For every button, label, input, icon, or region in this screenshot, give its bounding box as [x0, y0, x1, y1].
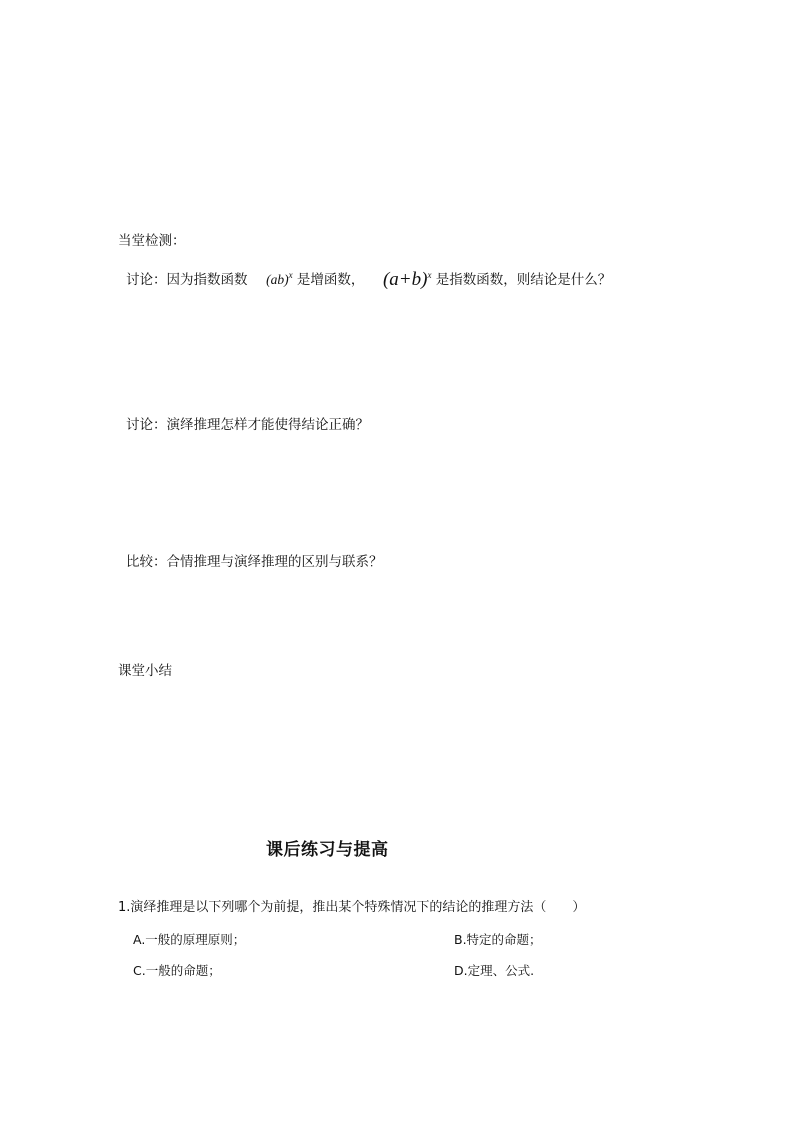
section-title-summary: 课堂小结	[118, 663, 172, 679]
option-d: D.定理、公式.	[454, 963, 535, 978]
discussion-1-suffix: 是指数函数，则结论是什么？	[435, 272, 612, 288]
option-b: B.特定的命题；	[454, 932, 542, 947]
formula-ab: (ab)	[266, 272, 289, 287]
discussion-question-1	[126, 270, 611, 289]
option-c: C.一般的命题；	[133, 963, 221, 978]
formula-ab-exponent: x	[288, 270, 293, 280]
comparison-question: 比较：合情推理与演绎推理的区别与联系？	[126, 554, 383, 570]
discussion-question-2: 讨论：演绎推理怎样才能使得结论正确？	[126, 417, 369, 433]
section-title-check: 当堂检测：	[118, 233, 186, 249]
formula-a-plus-b-exponent: x	[427, 270, 432, 280]
formula-a-plus-b: (a+b)	[382, 269, 428, 290]
option-a: A.一般的原理原则；	[133, 932, 246, 947]
question-1-stem: 1.演绎推理是以下列哪个为前提，推出某个特殊情况下的结论的推理方法（ ）	[118, 900, 586, 915]
discussion-1-middle: 是增函数，	[296, 272, 365, 288]
homework-heading: 课后练习与提高	[266, 840, 389, 860]
discussion-1-prefix: 讨论：因为指数函数	[126, 272, 248, 288]
